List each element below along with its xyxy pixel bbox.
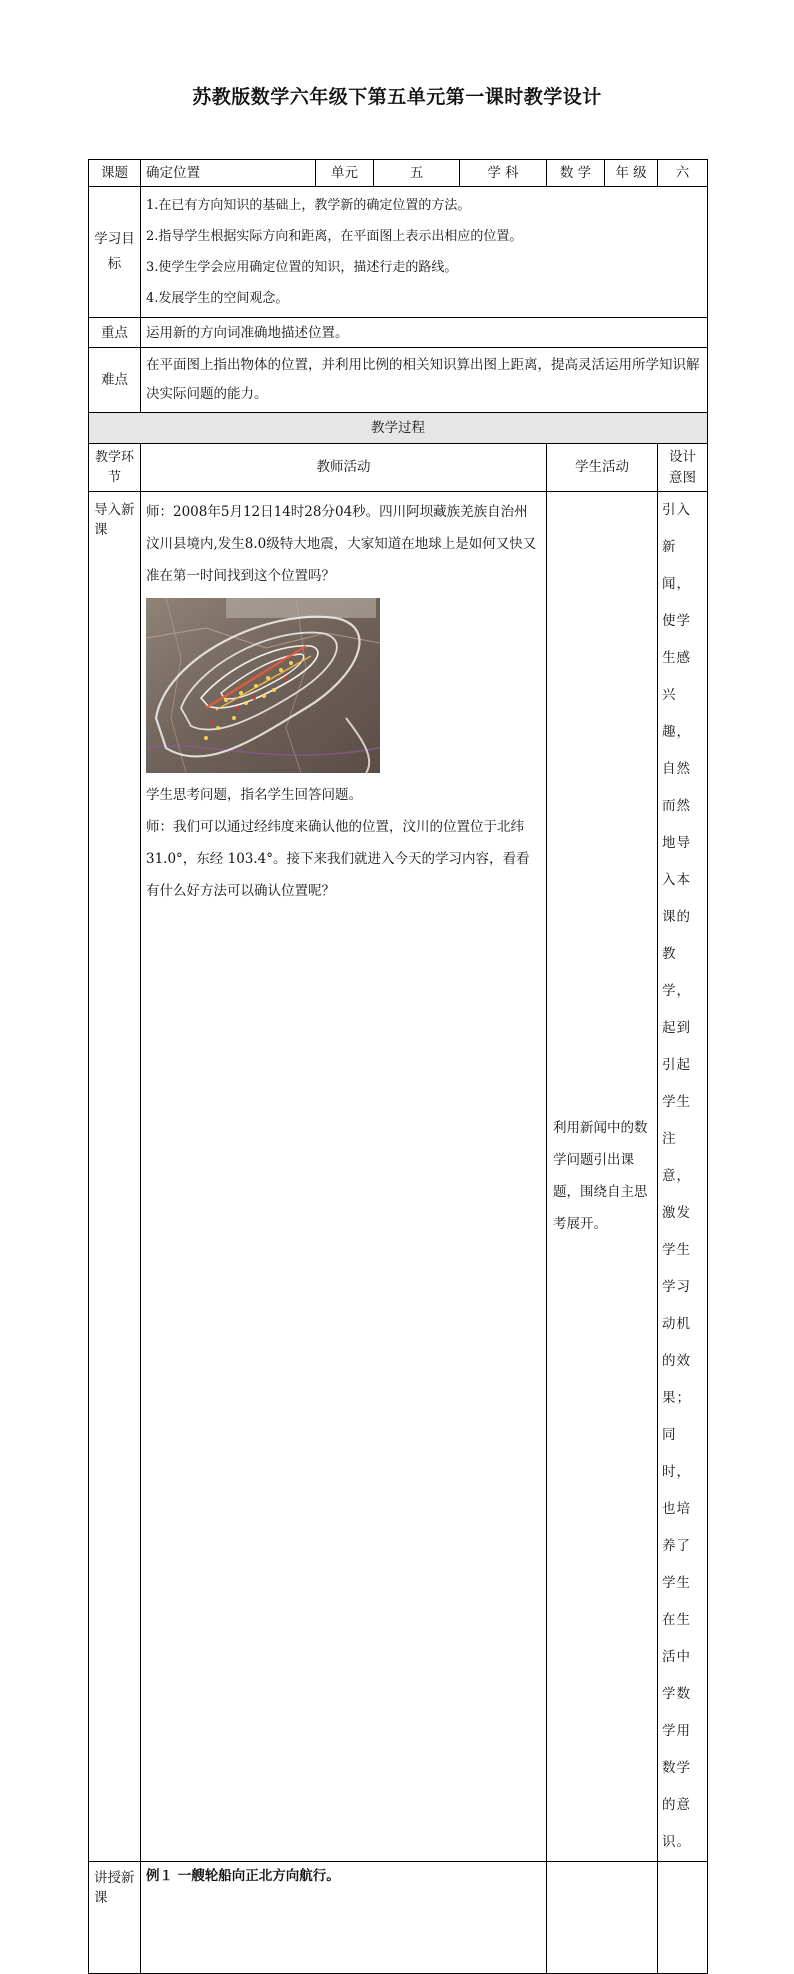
grade-value: 六 [658,160,708,187]
stage-cell: 讲授新课 [89,1861,141,1973]
goals-list [141,187,708,318]
goal-item: 4.发展学生的空间观念。 [146,291,289,307]
subject-label: 学 科 [460,160,547,187]
difficulty-label: 难点 [89,348,141,413]
topic-label: 课题 [89,160,141,187]
process-columns-row [89,444,708,492]
earthquake-map-image [146,598,380,773]
teacher-after: 学生思考问题，指名学生回答问题。 [146,786,362,803]
teacher-intro: 师：2008年5月12日14时28分04秒。四川阿坝藏族羌族自治州汶川县境内,发生8.0级特大地震，大家知道在地球上是如何又快又准在第一时间找到这个位置吗？ [146,503,537,584]
earthquake-map-graphic [146,598,380,773]
unit-value: 五 [374,160,460,187]
goal-item: 3.使学生学会应用确定位置的知识，描述行走的路线。 [146,260,458,276]
teacher-explain: 师：我们可以通过经纬度来确认他的位置，汶川的位置位于北纬 31.0°，东经 103.4°。接下来我们就进入今天的学习内容，看看有什么好方法可以确认位置呢？ [146,818,530,899]
goal-item: 2.指导学生根据实际方向和距离，在平面图上表示出相应的位置。 [146,229,523,245]
goals-label: 学习目标 [89,187,141,318]
page-title: 苏教版数学六年级下第五单元第一课时教学设计 [192,86,602,108]
column-teacher: 教师活动 [141,444,547,492]
intent-cell [658,1861,708,1973]
unit-label: 单元 [316,160,374,187]
intent-cell: 引入新闻，使学生感兴趣，自然而然地导入本课的教学，起到引起学生注意，激发学生学习动机的效果；同时，也培养了学生在生活中学数学用数学的意识。 [658,491,708,1861]
key-point-row [89,318,708,348]
table-row [89,491,708,1861]
column-intent: 设计意图 [658,444,708,492]
topic-value: 确定位置 [141,160,316,187]
difficulty-row [89,348,708,413]
lesson-plan-table [88,159,708,1974]
teacher-activity-cell [141,491,547,1861]
key-point-text: 运用新的方向词准确地描述位置。 [141,318,708,348]
column-student: 学生活动 [547,444,658,492]
process-heading: 教学过程 [89,413,708,444]
student-activity-cell [547,1861,658,1973]
header-row [89,160,708,187]
stage-cell: 导入新课 [89,491,141,1861]
goal-item: 1.在已有方向知识的基础上，教学新的确定位置的方法。 [146,198,471,214]
subject-value: 数 学 [547,160,605,187]
grade-label: 年 级 [605,160,658,187]
goals-row [89,187,708,318]
student-activity-cell: 利用新闻中的数学问题引出课题，围绕自主思考展开。 [547,491,658,1861]
difficulty-text: 在平面图上指出物体的位置，并利用比例的相关知识算出图上距离，提高灵活运用所学知识解决实际问题的能力。 [141,348,708,413]
column-stage: 教学环节 [89,444,141,492]
key-point-label: 重点 [89,318,141,348]
table-row [89,1861,708,1973]
process-heading-row [89,413,708,444]
teacher-activity-cell: 例１ 一艘轮船向正北方向航行。 [141,1861,547,1973]
